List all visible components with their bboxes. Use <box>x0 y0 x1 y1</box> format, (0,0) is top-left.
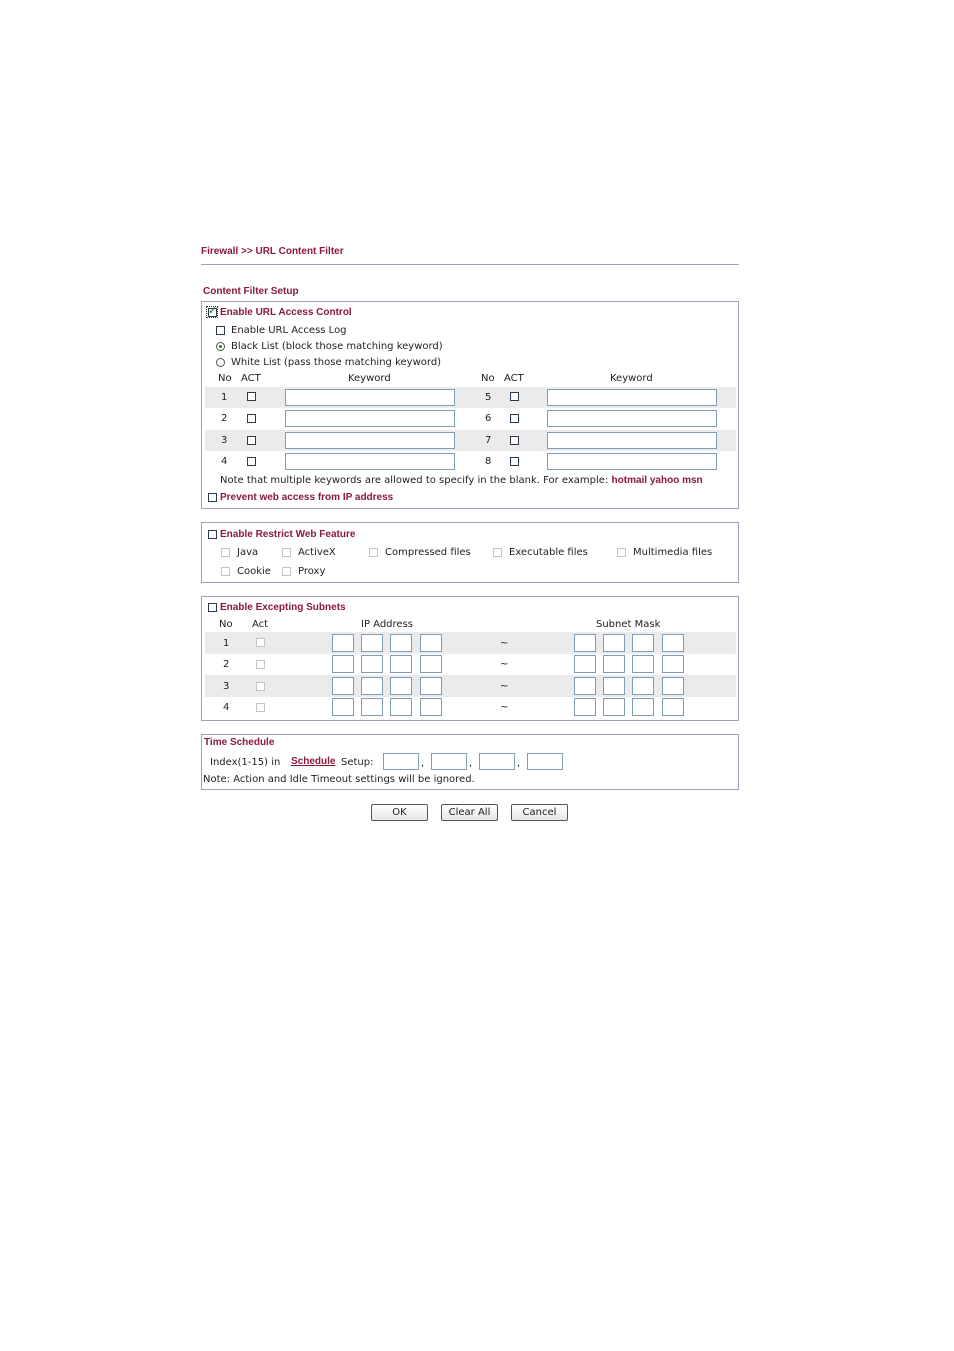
ip-octet-input[interactable] <box>390 698 412 716</box>
schedule-comma: , <box>517 758 521 769</box>
keyword-input[interactable] <box>547 389 717 406</box>
keyword-input[interactable] <box>547 453 717 470</box>
keyword-act-checkbox[interactable] <box>247 457 256 466</box>
compressed-files-label: Compressed files <box>385 547 471 558</box>
keyword-note <box>220 475 703 486</box>
proxy-checkbox[interactable] <box>282 567 291 576</box>
mask-octet-input[interactable] <box>662 698 684 716</box>
mask-octet-input[interactable] <box>603 655 625 673</box>
schedule-index-input[interactable] <box>479 753 515 770</box>
executable-files-label: Executable files <box>509 547 588 558</box>
activex-checkbox[interactable] <box>282 548 291 557</box>
multimedia-files-label: Multimedia files <box>633 547 713 558</box>
ip-octet-input[interactable] <box>361 655 383 673</box>
mask-octet-input[interactable] <box>574 677 596 695</box>
keyword-row-no: 3 <box>221 435 228 446</box>
time-schedule-title: Time Schedule <box>204 737 275 748</box>
subnet-col-mask: Subnet Mask <box>596 619 661 630</box>
executable-files-checkbox[interactable] <box>493 548 502 557</box>
keyword-row-no: 6 <box>485 413 492 424</box>
section-title-content-filter: Content Filter Setup <box>203 286 299 297</box>
schedule-note: Note: Action and Idle Timeout settings will be ignored. <box>203 774 475 785</box>
ip-octet-input[interactable] <box>390 655 412 673</box>
cookie-label: Cookie <box>237 566 271 577</box>
black-list-radio[interactable] <box>216 342 225 351</box>
keyword-act-checkbox[interactable] <box>510 436 519 445</box>
schedule-index-input[interactable] <box>383 753 419 770</box>
col-act: ACT <box>241 373 261 384</box>
black-list-label: Black List (block those matching keyword) <box>231 341 443 352</box>
mask-octet-input[interactable] <box>603 634 625 652</box>
schedule-comma: , <box>421 758 425 769</box>
enable-url-access-control-label: Enable URL Access Control <box>220 307 352 318</box>
keyword-note-example: hotmail yahoo msn <box>611 475 703 486</box>
ok-button[interactable]: OK <box>371 804 428 821</box>
ip-octet-input[interactable] <box>361 634 383 652</box>
mask-octet-input[interactable] <box>574 698 596 716</box>
subnet-col-act: Act <box>252 619 269 630</box>
schedule-comma: , <box>469 758 473 769</box>
mask-octet-input[interactable] <box>603 677 625 695</box>
keyword-row-no: 2 <box>221 413 228 424</box>
mask-octet-input[interactable] <box>632 634 654 652</box>
subnet-col-no: No <box>219 619 233 630</box>
ip-octet-input[interactable] <box>361 698 383 716</box>
cancel-button[interactable]: Cancel <box>511 804 568 821</box>
subnet-row-no: 4 <box>223 702 230 713</box>
ip-octet-input[interactable] <box>420 677 442 695</box>
keyword-act-checkbox[interactable] <box>510 414 519 423</box>
enable-url-access-control-checkbox[interactable] <box>208 308 217 317</box>
mask-octet-input[interactable] <box>632 655 654 673</box>
ip-octet-input[interactable] <box>390 634 412 652</box>
subnet-row-no: 2 <box>223 659 230 670</box>
ip-octet-input[interactable] <box>420 698 442 716</box>
keyword-row-no: 5 <box>485 392 492 403</box>
prevent-web-access-label: Prevent web access from IP address <box>220 492 394 503</box>
keyword-act-checkbox[interactable] <box>510 457 519 466</box>
range-separator: ~ <box>500 702 509 713</box>
range-separator: ~ <box>500 638 509 649</box>
keyword-act-checkbox[interactable] <box>247 436 256 445</box>
keyword-row-no: 7 <box>485 435 492 446</box>
subnet-act-checkbox[interactable] <box>256 703 265 712</box>
java-label: Java <box>237 547 259 558</box>
enable-excepting-subnets-label: Enable Excepting Subnets <box>220 602 346 613</box>
ip-octet-input[interactable] <box>332 634 354 652</box>
keyword-act-checkbox[interactable] <box>247 392 256 401</box>
keyword-input[interactable] <box>285 410 455 427</box>
keyword-input[interactable] <box>285 453 455 470</box>
mask-octet-input[interactable] <box>574 634 596 652</box>
keyword-act-checkbox[interactable] <box>510 392 519 401</box>
mask-octet-input[interactable] <box>574 655 596 673</box>
keyword-input[interactable] <box>285 389 455 406</box>
ip-octet-input[interactable] <box>332 677 354 695</box>
schedule-index-prefix: Index(1-15) in <box>210 757 281 768</box>
ip-octet-input[interactable] <box>420 655 442 673</box>
keyword-input[interactable] <box>547 410 717 427</box>
mask-octet-input[interactable] <box>662 634 684 652</box>
range-separator: ~ <box>500 659 509 670</box>
keyword-row-no: 8 <box>485 456 492 467</box>
subnet-act-checkbox[interactable] <box>256 660 265 669</box>
cookie-checkbox[interactable] <box>221 567 230 576</box>
row-shade <box>205 632 736 654</box>
col-no: No <box>218 373 232 384</box>
keyword-act-checkbox[interactable] <box>247 414 256 423</box>
row-shade <box>205 675 736 697</box>
keyword-note-text: Note that multiple keywords are allowed to specify in the blank. For example: <box>220 475 609 486</box>
subnet-row-no: 1 <box>223 638 230 649</box>
keyword-row-no: 1 <box>221 392 228 403</box>
col-keyword: Keyword <box>348 373 391 384</box>
enable-excepting-subnets-checkbox[interactable] <box>208 603 217 612</box>
ip-octet-input[interactable] <box>390 677 412 695</box>
enable-restrict-web-feature-checkbox[interactable] <box>208 530 217 539</box>
proxy-label: Proxy <box>298 566 326 577</box>
java-checkbox[interactable] <box>221 548 230 557</box>
breadcrumb: Firewall >> URL Content Filter <box>201 246 344 257</box>
activex-label: ActiveX <box>298 547 336 558</box>
excepting-subnets-panel <box>201 596 739 721</box>
subnet-act-checkbox[interactable] <box>256 638 265 647</box>
schedule-link[interactable]: Schedule <box>291 756 336 767</box>
enable-url-access-log-checkbox[interactable] <box>216 326 225 335</box>
col-keyword-right: Keyword <box>610 373 653 384</box>
schedule-setup-suffix: Setup: <box>341 757 374 768</box>
mask-octet-input[interactable] <box>632 677 654 695</box>
subnet-col-ip: IP Address <box>361 619 413 630</box>
breadcrumb-divider <box>201 264 739 265</box>
ip-octet-input[interactable] <box>332 698 354 716</box>
ip-octet-input[interactable] <box>420 634 442 652</box>
white-list-radio[interactable] <box>216 358 225 367</box>
enable-restrict-web-feature-label: Enable Restrict Web Feature <box>220 529 356 540</box>
ip-octet-input[interactable] <box>332 655 354 673</box>
subnet-row-no: 3 <box>223 681 230 692</box>
mask-octet-input[interactable] <box>662 677 684 695</box>
multimedia-files-checkbox[interactable] <box>617 548 626 557</box>
prevent-web-access-checkbox[interactable] <box>208 493 217 502</box>
schedule-index-input[interactable] <box>527 753 563 770</box>
ip-octet-input[interactable] <box>361 677 383 695</box>
keyword-input[interactable] <box>285 432 455 449</box>
white-list-label: White List (pass those matching keyword) <box>231 357 442 368</box>
keyword-input[interactable] <box>547 432 717 449</box>
keyword-row-no: 4 <box>221 456 228 467</box>
range-separator: ~ <box>500 681 509 692</box>
col-no-right: No <box>481 373 495 384</box>
clear-all-button[interactable]: Clear All <box>441 804 498 821</box>
subnet-act-checkbox[interactable] <box>256 682 265 691</box>
enable-url-access-log-label: Enable URL Access Log <box>231 325 347 336</box>
mask-octet-input[interactable] <box>662 655 684 673</box>
schedule-index-input[interactable] <box>431 753 467 770</box>
compressed-files-checkbox[interactable] <box>369 548 378 557</box>
mask-octet-input[interactable] <box>632 698 654 716</box>
col-act-right: ACT <box>504 373 524 384</box>
mask-octet-input[interactable] <box>603 698 625 716</box>
